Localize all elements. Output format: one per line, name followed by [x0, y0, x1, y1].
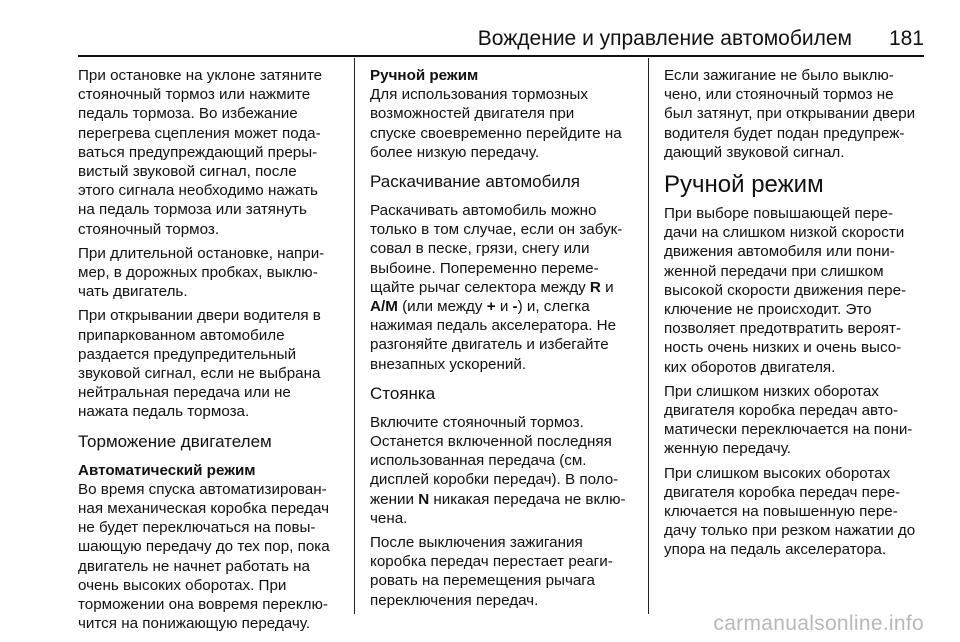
text-span: Включите стояночный тормоз. Останется включенной последняя использованная передача (см. дисплей коробки передач). В поло- жении — [370, 413, 619, 508]
header-title: Вождение и управление автомобилем — [477, 27, 852, 50]
paragraph-parking — [370, 413, 650, 528]
paragraph-door-warning: При открывании двери водителя в припаркованном автомобиле раздается предупредительный звуковой сигнал, если не выбрана нейтральная передача или не нажата педаль тормоза. — [78, 307, 321, 421]
paragraph-ignition-warning: Если зажигание не было выклю- чено, или стояночный тормоз не был затянут, при открывании двери водителя будет подан предупреж- дающий звуковой сигнал. — [664, 67, 916, 161]
text-span: и — [605, 278, 614, 296]
column-3 — [664, 66, 944, 565]
paragraph-high-rpm: При слишком высоких оборотах двигателя коробка передач пере- ключается на повышенную пере- дачу только при резком нажатии до упора на педаль акселератора. — [664, 464, 916, 559]
text-span: никакая передача не вклю- чена. — [370, 490, 626, 527]
subheading-automatic-mode: Автоматический режим — [78, 461, 256, 479]
paragraph-manual-braking: Для использования тормозных возможностей двигателя при спуске своевременно перейдите на более низкую передачу. — [370, 86, 622, 161]
paragraph-automatic-mode: Во время спуска автоматизирован- ная механическая коробка передач не будет переключаться на повы- шающую передачу до тех пор, пока двигатель не начнет работать на очень высоких оборотах. При торможении она вовремя переклю- чится на понижающую передачу. — [78, 480, 330, 633]
gear-r-label: R — [589, 278, 601, 296]
paragraph-shift-prevention: При выборе повышающей пере- дачи на слишком низкой скорости движения автомобиля или пони- женной передачи при слишком высокой скорости движения пере- ключение не происходит. Это позволяет предотвратить вероят- ность очень низких и очень высо- ких оборотов двигателя. — [664, 205, 907, 376]
paragraph-ignition-off: После выключения зажигания коробка передач перестает реаги- ровать на перемещения рычага переключения передач. — [370, 534, 613, 609]
page-header — [0, 0, 960, 56]
text-span: ) и, слегка нажимая педаль акселератора. Не разгоняйте двигатель и избегайте внезапных ускорений. — [370, 298, 617, 373]
heading-rocking: Раскачивание автомобиля — [370, 172, 580, 192]
header-divider — [78, 55, 924, 57]
heading-manual-mode: Ручной режим — [664, 171, 824, 199]
gear-minus-label: - — [512, 298, 518, 316]
column-2 — [370, 66, 650, 615]
watermark: carmanualsonline.info — [713, 612, 924, 635]
gear-n-label: N — [418, 490, 430, 508]
text-span: и — [495, 298, 513, 316]
paragraph-rocking — [370, 201, 650, 374]
paragraph-low-rpm: При слишком низких оборотах двигателя коробка передач авто- матически переключается на пони- женную передачу. — [664, 382, 913, 458]
heading-engine-braking: Торможение двигателем — [78, 431, 272, 451]
subheading-manual-mode: Ручной режим — [370, 67, 479, 84]
heading-parking: Стоянка — [370, 383, 436, 403]
text-span: Раскачивать автомобиль можно только в том случае, если он забук- совал в песке, грязи, снегу или выбоине. Попеременно переме- щайте рычаг селектора между — [370, 202, 623, 296]
text-span: (или между — [397, 298, 487, 316]
column-1 — [78, 66, 358, 638]
gear-plus-label: + — [486, 298, 496, 316]
gear-am-label: A/M — [370, 298, 398, 316]
page-number: 181 — [888, 27, 924, 50]
paragraph-hill-stop: При остановке на уклоне затяните стояночный тормоз или нажмите педаль тормоза. Во избежание перегрева сцепления может пода- ваться предупреждающий преры- вистый звуковой сигнал, после этого сигнала необходимо нажать на педаль тормоза или затянуть стояночный тормоз. — [78, 67, 323, 238]
paragraph-long-stop: При длительной остановке, напри- мер, в дорожных пробках, выклю- чать двигатель. — [78, 244, 325, 301]
